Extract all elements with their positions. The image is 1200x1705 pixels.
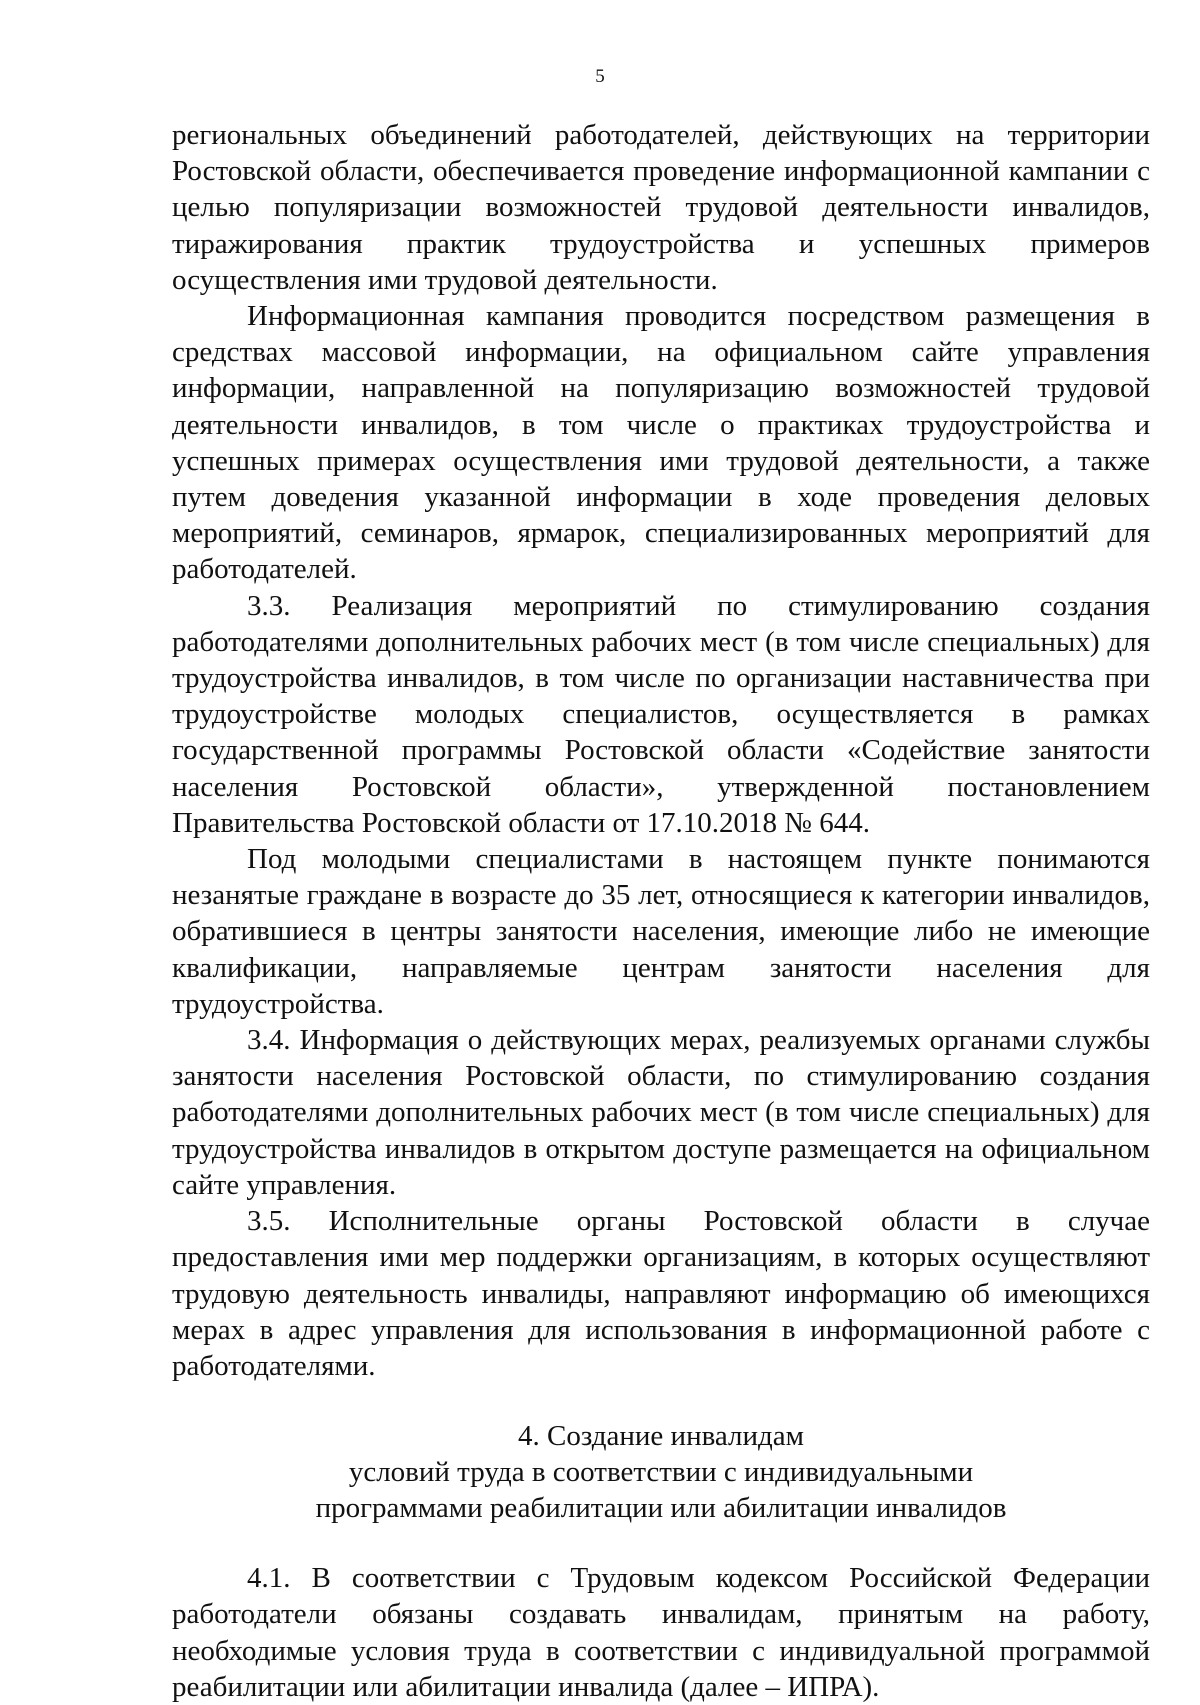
document-body bbox=[172, 117, 1150, 1705]
paragraph-3-3: 3.3. Реализация мероприятий по стимулированию создания работодателями дополнительных рабочих мест (в том числе специальных) для трудоустройства инвалидов, в том числе по организации наставничества при трудоустройстве молодых специалистов, осуществляется в рамках государственной программы Ростовской области «Содействие занятости населения Ростовской области», утвержденной постановлением Правительства Ростовской области от 17.10.2018 № 644. bbox=[172, 589, 1150, 839]
section-heading-line-1: 4. Создание инвалидам bbox=[517, 1420, 804, 1453]
paragraph-young-specialists: Под молодыми специалистами в настоящем пункте понимаются незанятые граждане в возрасте до 35 лет, относящиеся к категории инвалидов, обратившиеся в центры занятости населения, имеющие либо не имеющие квалификации, направляемые центрам занятости населения для трудоустройства. bbox=[172, 843, 1150, 1020]
paragraph-info-campaign: Информационная кампания проводится посредством размещения в средствах массовой информации, на официальном сайте управления информации, направленной на популяризацию возможностей трудовой деятельности инвалидов, в том числе о практиках трудоустройства и успешных примерах осуществления ими трудовой деятельности, а также путем доведения указанной информации в ходе проведения деловых мероприятий, семинаров, ярмарок, специализированных мероприятий для работодателей. bbox=[172, 300, 1150, 586]
paragraph-continuation: региональных объединений работодателей, действующих на территории Ростовской области, обеспечивается проведение информационной кампании с целью популяризации возможностей трудовой деятельности инвалидов, тиражирования практик трудоустройства и успешных примеров осуществления ими трудовой деятельности. bbox=[172, 119, 1150, 296]
section-heading-line-3: программами реабилитации или абилитации инвалидов bbox=[315, 1492, 1007, 1525]
paragraph-3-4: 3.4. Информация о действующих мерах, реализуемых органами службы занятости населения Ростовской области, по стимулированию создания работодателями дополнительных рабочих мест (в том числе специальных) для трудоустройства инвалидов в открытом доступе размещается на официальном сайте управления. bbox=[172, 1024, 1150, 1201]
section-heading bbox=[172, 1418, 1150, 1526]
page-number: 5 bbox=[595, 66, 605, 87]
paragraph-3-5: 3.5. Исполнительные органы Ростовской области в случае предоставления ими мер поддержки организациям, в которых осуществляют трудовую деятельность инвалиды, направляют информацию об имеющихся мерах в адрес управления для использования в информационной работе с работодателями. bbox=[172, 1205, 1150, 1382]
paragraph-4-1: 4.1. В соответствии с Трудовым кодексом Российской Федерации работодатели обязаны создавать инвалидам, принятым на работу, необходимые условия труда в соответствии с индивидуальной программой реабилитации или абилитации инвалида (далее – ИПРА). bbox=[172, 1562, 1150, 1703]
section-heading-line-2: условий труда в соответствии с индивидуальными bbox=[348, 1456, 974, 1489]
